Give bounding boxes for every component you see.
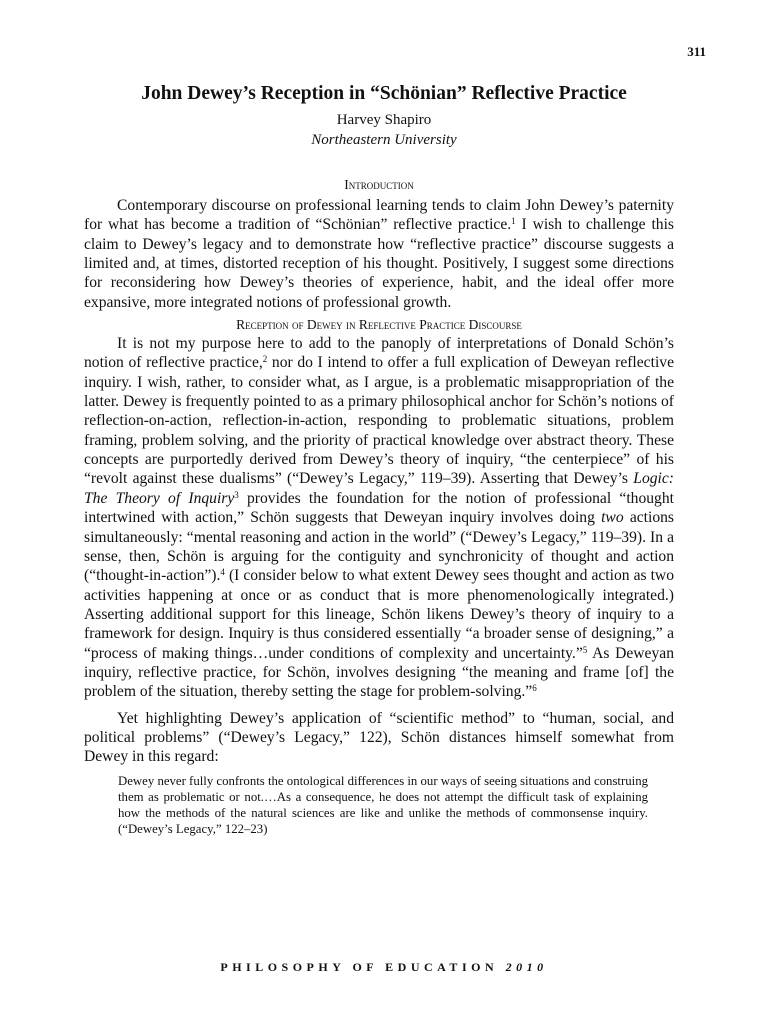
- emphasis: two: [601, 509, 624, 527]
- footnote-ref-4[interactable]: 4: [220, 567, 225, 578]
- footnote-ref-6[interactable]: 6: [532, 683, 537, 694]
- author-name: Harvey Shapiro: [336, 112, 432, 128]
- block-quote: Dewey never fully confronts the ontological differences in our ways of seeing situations and construing them as problematic or not.…As a consequence, he does not attempt the difficult task of explaining how the methods of the natural sciences are like and unlike the methods of commonsense inquiry. (“Dewey’s Legacy,” 122–23): [118, 773, 648, 837]
- paragraph-scientific-method: Yet highlighting Dewey’s application of “scientific method” to “human, social, and political problems” (“Dewey’s Legacy,” 122), Schön distances himself somewhat from Dewey in this regard:: [84, 709, 674, 766]
- journal-year: 2010: [505, 960, 548, 974]
- article-body: [84, 176, 674, 837]
- book-title: Logic: The Theory of Inquiry: [84, 470, 674, 507]
- page-number: 311: [687, 44, 706, 59]
- footnote-ref-2[interactable]: 2: [262, 354, 268, 365]
- footnote-ref-5[interactable]: 5: [582, 644, 588, 655]
- section-heading-introduction: Introduction: [344, 177, 414, 192]
- journal-footer: [0, 960, 768, 975]
- section-heading-reception: Reception of Dewey in Reflective Practice Discourse: [236, 317, 522, 333]
- article-title: John Dewey’s Reception in “Schönian” Reflective Practice: [141, 83, 627, 104]
- paragraph-reception: It is not my purpose here to add to the panoply of interpretations of Donald Schön’s notion of reflective practice,$^2$ nor do I intend to offer a full explication of Deweyan reflective inquiry. I wish, rather, to consider what, as I argue, is a problematic misappropriation of the latter. Dewey is frequently pointed to as a primary philosophical anchor for Schön’s notions of reflection-on-action, reflection-in-action, responding to problematic situations, problem framing, problem solving, and the priority of practical knowledge over abstract theory. These concepts are purportedly derived from Dewey’s theory of inquiry, “the centerpiece” of his “revolt against these dualisms” (“Dewey’s Legacy,” 119–39). Asserting that Dewey’s Logic: The Theory of Inquiry$^3$ provides the foundation for the notion of professional “thought intertwined with action,” Schön suggests that Deweyan inquiry involves doing two actions simultaneously: “mental reasoning and action in the world” (“Dewey’s Legacy,” 119–39). In a sense, then, Schön is arguing for the contiguity and synchronicity of thought and action (“thought-in-action”).$^4$ (I consider below to what extent Dewey sees thought and action as two activities happening at once or as conduct that is more phenomenologically integrated.) Asserting additional support for this lineage, Schön likens Dewey’s theory of inquiry to a framework for design. Inquiry is thus considered essentially “a broader sense of designing,” a “process of making things…under conditions of complexity and uncertainty.”$^5$ As Deweyan inquiry, reflective practice, for Schön, involves designing “the meaning and frame [of] the problem of the situation, thereby setting the stage for problem-solving.”$^6$: [84, 335, 674, 701]
- paragraph-introduction: Contemporary discourse on professional learning tends to claim John Dewey’s paternity for what has become a tradition of “Schönian” reflective practice.$^1$ I wish to challenge this claim to Dewey’s legacy and to demonstrate how “reflective practice” discourse suggests a limited and, at times, distorted reception of his thought. Positively, I suggest some directions for reconsidering how Dewey’s theories of experience, habit, and the ideal offer more expansive, more integrated notions of professional growth.: [84, 197, 674, 311]
- article-header: [0, 82, 768, 150]
- footnote-ref-3[interactable]: 3: [234, 489, 239, 500]
- journal-name: PHILOSOPHY OF EDUCATION: [220, 960, 499, 974]
- author-affiliation: Northeastern University: [311, 132, 457, 148]
- footnote-ref-1[interactable]: 1: [511, 216, 516, 227]
